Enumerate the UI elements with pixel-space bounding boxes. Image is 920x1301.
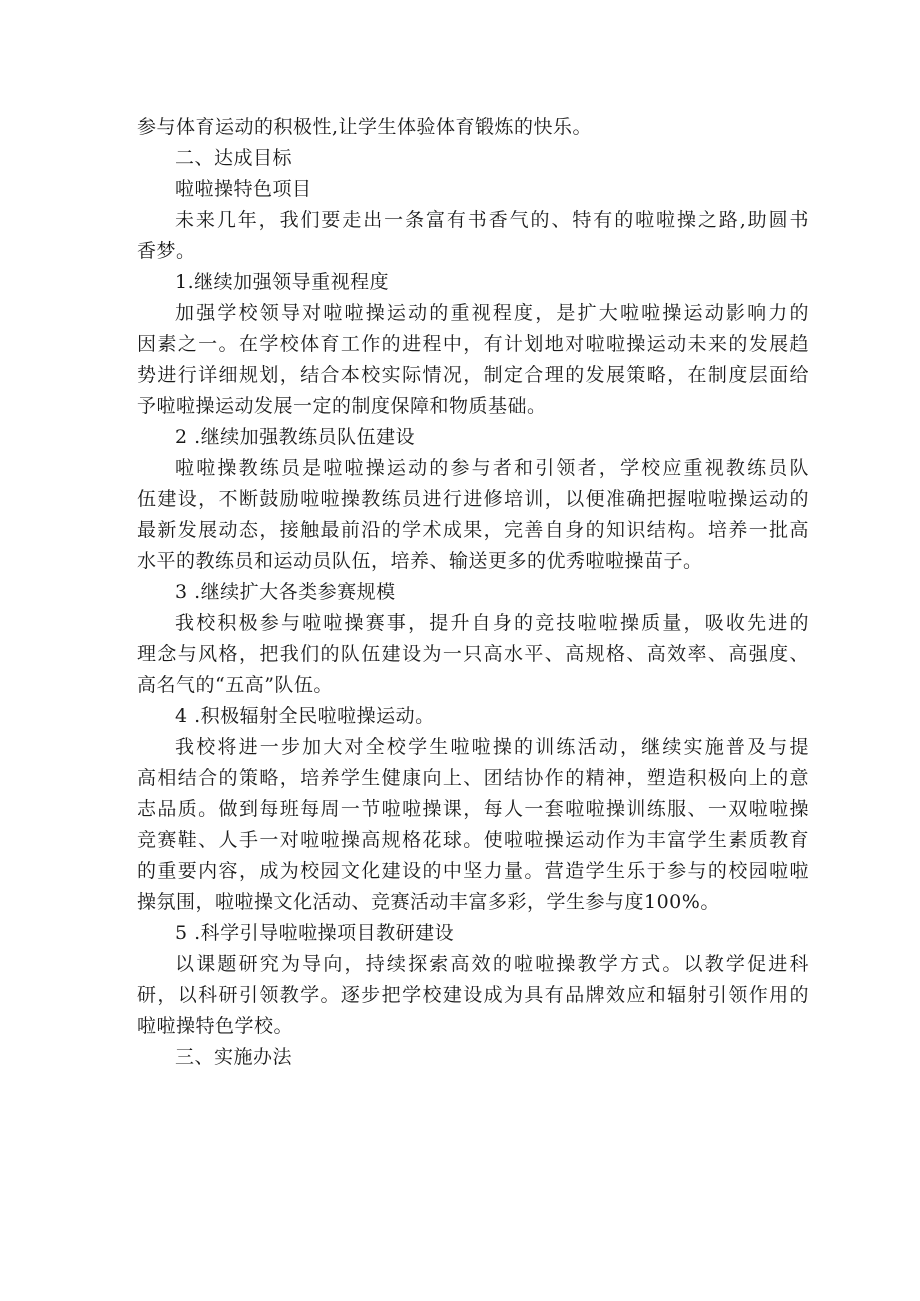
body-line: 最新发展动态，接触最前沿的学术成果，完善自身的知识结构。培养一批高: [137, 519, 809, 541]
body-line: 高名气的“五高”队伍。: [137, 674, 333, 696]
body-line: 予啦啦操运动发展一定的制度保障和物质基础。: [137, 395, 547, 417]
section-heading: 三、实施办法: [175, 1046, 293, 1068]
body-line: 水平的教练员和运动员队伍，培养、输送更多的优秀啦啦操苗子。: [137, 550, 703, 572]
body-line: 我校将进一步加大对全校学生啦啦操的训练活动，继续实施普及与提: [175, 736, 809, 758]
body-line: 加强学校领导对啦啦操运动的重视程度，是扩大啦啦操运动影响力的: [175, 302, 809, 324]
body-line: 参与体育运动的积极性,让学生体验体育锻炼的快乐。: [137, 116, 593, 138]
item-heading: 2 .继续加强教练员队伍建设: [175, 426, 416, 448]
body-line: 因素之一。在学校体育工作的进程中，有计划地对啦啦操运动未来的发展趋: [137, 333, 809, 355]
body-line: 高相结合的策略，培养学生健康向上、团结协作的精神，塑造积极向上的意: [137, 767, 809, 789]
body-line: 我校积极参与啦啦操赛事，提升自身的竞技啦啦操质量，吸收先进的: [175, 612, 809, 634]
body-line: 啦啦操教练员是啦啦操运动的参与者和引领者，学校应重视教练员队: [175, 457, 809, 479]
body-line: 啦啦操特色学校。: [137, 1015, 294, 1037]
body-line: 伍建设，不断鼓励啦啦操教练员进行进修培训，以便准确把握啦啦操运动的: [137, 488, 809, 510]
body-line: 研，以科研引领教学。逐步把学校建设成为具有品牌效应和辐射引领作用的: [137, 984, 809, 1006]
document-page: [137, 112, 809, 1073]
body-line: 未来几年，我们要走出一条富有书香气的、特有的啦啦操之路,助圆书: [175, 209, 809, 231]
item-heading: 3 .继续扩大各类参赛规模: [175, 581, 396, 603]
body-line: 志品质。做到每班每周一节啦啦操课，每人一套啦啦操训练服、一双啦啦操: [137, 798, 809, 820]
body-line: 以课题研究为导向，持续探索高效的啦啦操教学方式。以教学促进科: [175, 953, 809, 975]
body-line: 竞赛鞋、人手一对啦啦操高规格花球。使啦啦操运动作为丰富学生素质教育: [137, 829, 809, 851]
subheading: 啦啦操特色项目: [175, 178, 312, 200]
body-line: 香梦。: [137, 240, 196, 262]
section-heading: 二、达成目标: [175, 147, 293, 169]
body-line: 操氛围，啦啦操文化活动、竞赛活动丰富多彩，学生参与度100%。: [137, 891, 720, 913]
body-line: 理念与风格，把我们的队伍建设为一只高水平、高规格、高效率、高强度、: [137, 643, 809, 665]
item-heading: 4 .积极辐射全民啦啦操运动。: [175, 705, 435, 727]
item-heading: 5 .科学引导啦啦操项目教研建设: [175, 922, 455, 944]
body-line: 势进行详细规划，结合本校实际情况，制定合理的发展策略，在制度层面给: [137, 364, 809, 386]
body-line: 的重要内容，成为校园文化建设的中坚力量。营造学生乐于参与的校园啦啦: [137, 860, 809, 882]
item-heading: 1.继续加强领导重视程度: [175, 271, 390, 293]
